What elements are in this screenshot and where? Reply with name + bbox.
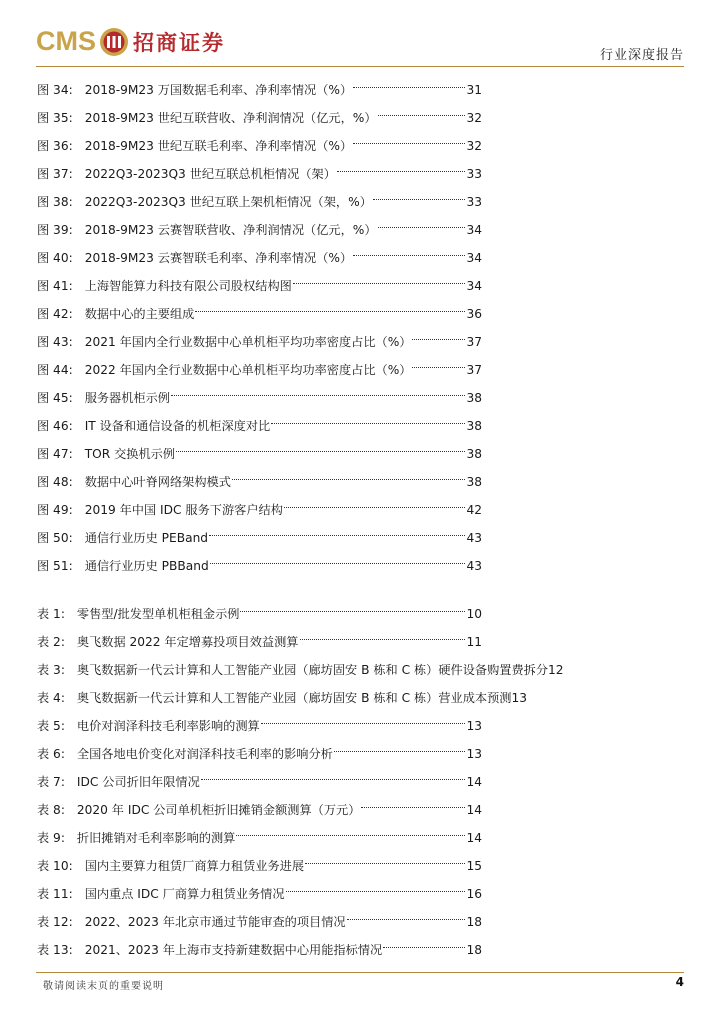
- entry-title: 2021 年国内全行业数据中心单机柜平均功率密度占比（%）: [84, 335, 412, 349]
- figure-entry[interactable]: [37, 440, 482, 468]
- dot-leader: [353, 73, 465, 88]
- figure-entry[interactable]: [37, 496, 482, 524]
- table-list: [37, 600, 564, 964]
- entry-page-number: 18: [466, 915, 482, 929]
- entry-title: 2018-9M23 世纪互联营收、净利润情况（亿元，%）: [84, 111, 377, 125]
- header-divider: [36, 66, 684, 67]
- figure-entry[interactable]: [37, 524, 482, 552]
- entry-label: 图 46:: [37, 419, 73, 433]
- entry-label: 表 8:: [37, 803, 65, 817]
- figure-entry[interactable]: [37, 160, 482, 188]
- entry-title: 电价对润泽科技毛利率影响的测算: [76, 719, 260, 733]
- entry-page-number: 10: [466, 607, 482, 621]
- dot-leader: [261, 709, 466, 724]
- entry-title: 上海智能算力科技有限公司股权结构图: [84, 279, 292, 293]
- entry-label: 图 35:: [37, 111, 73, 125]
- entry-label: 表 12:: [37, 915, 73, 929]
- entry-label: 图 47:: [37, 447, 73, 461]
- entry-label: 图 34:: [37, 83, 73, 97]
- entry-title: 折旧摊销对毛利率影响的测算: [76, 831, 236, 845]
- entry-page-number: 38: [466, 419, 482, 433]
- figure-entry[interactable]: [37, 104, 482, 132]
- dot-leader: [284, 493, 466, 508]
- entry-title: 2018-9M23 云赛智联毛利率、净利率情况（%）: [84, 251, 353, 265]
- logo-chinese-text: 招商证券: [133, 30, 225, 55]
- entry-label: 图 48:: [37, 475, 73, 489]
- table-entry[interactable]: [37, 628, 482, 656]
- table-entry[interactable]: [37, 908, 482, 936]
- footer-disclaimer: 敬请阅读末页的重要说明: [43, 981, 164, 992]
- entry-page-number: 38: [466, 447, 482, 461]
- dot-leader: [412, 325, 465, 340]
- dot-leader: [347, 905, 466, 920]
- dot-leader: [236, 821, 465, 836]
- entry-page-number: 13: [466, 747, 482, 761]
- entry-title: 数据中心的主要组成: [84, 307, 195, 321]
- entry-page-number: 15: [466, 859, 482, 873]
- entry-page-number: 13: [466, 719, 482, 733]
- dot-leader: [378, 213, 466, 228]
- entry-title: 国内重点 IDC 厂商算力租赁业务情况: [84, 887, 285, 901]
- entry-title: 零售型/批发型单机柜租金示例: [76, 607, 240, 621]
- entry-title: 2018-9M23 万国数据毛利率、净利率情况（%）: [84, 83, 353, 97]
- figure-entry[interactable]: [37, 76, 482, 104]
- dot-leader: [195, 297, 465, 312]
- entry-page-number: 14: [466, 803, 482, 817]
- entry-label: 表 2:: [37, 635, 65, 649]
- figure-entry[interactable]: [37, 216, 482, 244]
- entry-title: 服务器机柜示例: [84, 391, 170, 405]
- entry-label: 表 9:: [37, 831, 65, 845]
- entry-page-number: 14: [466, 775, 482, 789]
- entry-page-number: 34: [466, 279, 482, 293]
- entry-title: IDC 公司折旧年限情况: [76, 775, 200, 789]
- table-entry[interactable]: [37, 600, 482, 628]
- entry-label: 表 4:: [37, 691, 65, 705]
- logo-latin-text: CMS: [36, 26, 96, 56]
- table-entry[interactable]: [37, 936, 482, 964]
- table-entry[interactable]: [37, 684, 527, 712]
- entry-label: 图 36:: [37, 139, 73, 153]
- entry-page-number: 12: [548, 663, 564, 677]
- entry-page-number: 34: [466, 251, 482, 265]
- entry-title: 2022、2023 年北京市通过节能审查的项目情况: [84, 915, 346, 929]
- entry-label: 表 3:: [37, 663, 65, 677]
- entry-page-number: 34: [466, 223, 482, 237]
- entry-title: 全国各地电价变化对润泽科技毛利率的影响分析: [76, 747, 333, 761]
- entry-label: 图 44:: [37, 363, 73, 377]
- entry-title: 2022Q3-2023Q3 世纪互联总机柜情况（架）: [84, 167, 336, 181]
- dot-leader: [337, 157, 466, 172]
- table-entry[interactable]: [37, 880, 482, 908]
- entry-label: 表 6:: [37, 747, 65, 761]
- figure-entry[interactable]: [37, 328, 482, 356]
- entry-page-number: 31: [466, 83, 482, 97]
- dot-leader: [240, 597, 465, 612]
- page-number: 4: [675, 975, 684, 989]
- entry-title: 奥飞数据新一代云计算和人工智能产业园（廊坊固安 B 栋和 C 栋）营业成本预测: [76, 691, 512, 705]
- entry-label: 表 1:: [37, 607, 65, 621]
- entry-label: 表 5:: [37, 719, 65, 733]
- figure-entry[interactable]: [37, 272, 482, 300]
- entry-label: 图 50:: [37, 531, 73, 545]
- entry-title: 奥飞数据 2022 年定增募投项目效益测算: [76, 635, 299, 649]
- entry-title: 通信行业历史 PEBand: [84, 531, 209, 545]
- entry-page-number: 32: [466, 111, 482, 125]
- entry-page-number: 18: [466, 943, 482, 957]
- entry-label: 表 7:: [37, 775, 65, 789]
- dot-leader: [171, 381, 465, 396]
- entry-label: 图 40:: [37, 251, 73, 265]
- entry-page-number: 32: [466, 139, 482, 153]
- table-entry[interactable]: [37, 768, 482, 796]
- entry-label: 图 38:: [37, 195, 73, 209]
- entry-title: TOR 交换机示例: [84, 447, 176, 461]
- dot-leader: [305, 849, 465, 864]
- entry-label: 图 51:: [37, 559, 73, 573]
- dot-leader: [176, 437, 465, 452]
- dot-leader: [353, 129, 465, 144]
- dot-leader: [361, 793, 465, 808]
- entry-page-number: 37: [466, 363, 482, 377]
- entry-label: 表 11:: [37, 887, 73, 901]
- entry-page-number: 43: [466, 559, 482, 573]
- table-entry[interactable]: [37, 740, 482, 768]
- entry-title: 2022Q3-2023Q3 世纪互联上架机柜情况（架，%）: [84, 195, 372, 209]
- dot-leader: [334, 737, 466, 752]
- figure-list: [37, 76, 482, 580]
- figure-entry[interactable]: [37, 412, 482, 440]
- dot-leader: [300, 625, 466, 640]
- table-entry[interactable]: [37, 656, 564, 684]
- entry-label: 图 37:: [37, 167, 73, 181]
- table-of-contents: [37, 76, 564, 964]
- dot-leader: [293, 269, 466, 284]
- page-header: [0, 0, 724, 70]
- entry-title: 数据中心叶脊网络架构模式: [84, 475, 231, 489]
- figure-entry[interactable]: [37, 244, 482, 272]
- cms-logo: [36, 26, 225, 57]
- entry-title: 2018-9M23 世纪互联毛利率、净利率情况（%）: [84, 139, 353, 153]
- dot-leader: [232, 465, 466, 480]
- entry-page-number: 13: [511, 691, 527, 705]
- table-entry[interactable]: [37, 712, 482, 740]
- dot-leader: [209, 521, 465, 536]
- entry-title: 2018-9M23 云赛智联营收、净利润情况（亿元，%）: [84, 223, 377, 237]
- table-entry[interactable]: [37, 796, 482, 824]
- figure-entry[interactable]: [37, 384, 482, 412]
- entry-page-number: 33: [466, 195, 482, 209]
- figure-entry[interactable]: [37, 132, 482, 160]
- entry-page-number: 16: [466, 887, 482, 901]
- entry-title: 2019 年中国 IDC 服务下游客户结构: [84, 503, 283, 517]
- entry-page-number: 14: [466, 831, 482, 845]
- table-entry[interactable]: [37, 852, 482, 880]
- entry-label: 表 10:: [37, 859, 73, 873]
- entry-page-number: 11: [466, 635, 482, 649]
- entry-page-number: 37: [466, 335, 482, 349]
- entry-label: 图 42:: [37, 307, 73, 321]
- entry-title: 通信行业历史 PBBand: [84, 559, 209, 573]
- entry-title: 奥飞数据新一代云计算和人工智能产业园（廊坊固安 B 栋和 C 栋）硬件设备购置费拆分: [76, 663, 549, 677]
- entry-label: 图 49:: [37, 503, 73, 517]
- entry-page-number: 42: [466, 503, 482, 517]
- report-type-label: 行业深度报告: [599, 48, 684, 63]
- entry-label: 图 43:: [37, 335, 73, 349]
- entry-title: IT 设备和通信设备的机柜深度对比: [84, 419, 271, 433]
- entry-label: 图 45:: [37, 391, 73, 405]
- entry-page-number: 43: [466, 531, 482, 545]
- entry-label: 图 41:: [37, 279, 73, 293]
- footer-divider: [36, 972, 684, 973]
- entry-page-number: 36: [466, 307, 482, 321]
- entry-title: 国内主要算力租赁厂商算力租赁业务进展: [84, 859, 305, 873]
- dot-leader: [412, 353, 465, 368]
- entry-title: 2022 年国内全行业数据中心单机柜平均功率密度占比（%）: [84, 363, 412, 377]
- figure-entry[interactable]: [37, 552, 482, 580]
- table-entry[interactable]: [37, 824, 482, 852]
- figure-entry[interactable]: [37, 356, 482, 384]
- dot-leader: [353, 241, 465, 256]
- dot-leader: [271, 409, 465, 424]
- dot-leader: [383, 933, 465, 948]
- figure-entry[interactable]: [37, 188, 482, 216]
- entry-page-number: 33: [466, 167, 482, 181]
- figure-entry[interactable]: [37, 300, 482, 328]
- entry-label: 图 39:: [37, 223, 73, 237]
- figure-entry[interactable]: [37, 468, 482, 496]
- dot-leader: [378, 101, 466, 116]
- dot-leader: [201, 765, 466, 780]
- dot-leader: [286, 877, 466, 892]
- entry-title: 2021、2023 年上海市支持新建数据中心用能指标情况: [84, 943, 383, 957]
- dot-leader: [210, 549, 466, 564]
- cms-emblem-icon: [99, 27, 129, 57]
- entry-title: 2020 年 IDC 公司单机柜折旧摊销金额测算（万元）: [76, 803, 361, 817]
- dot-leader: [373, 185, 466, 200]
- entry-label: 表 13:: [37, 943, 73, 957]
- entry-page-number: 38: [466, 391, 482, 405]
- entry-page-number: 38: [466, 475, 482, 489]
